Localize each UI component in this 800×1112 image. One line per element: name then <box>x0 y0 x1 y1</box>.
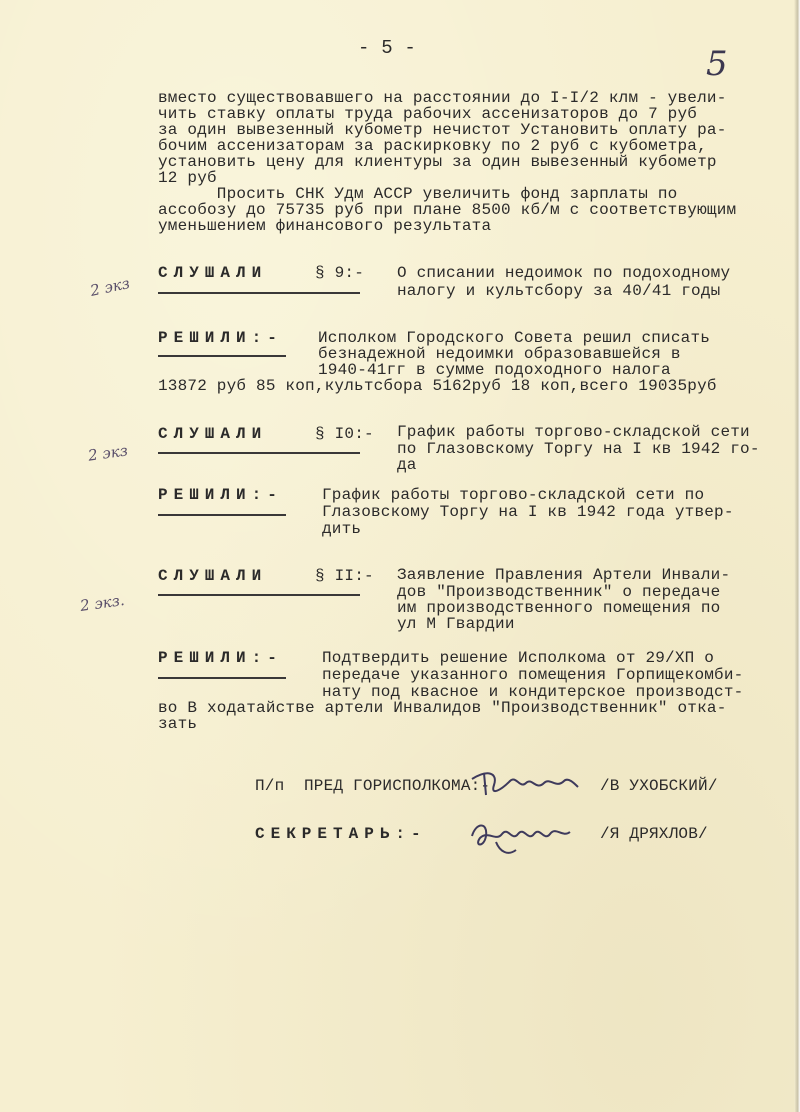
decided-tail: во В ходатайстве артели Инвалидов "Производственник" отка- <box>158 699 727 717</box>
intro-line: чить ставку оплаты труда рабочих ассенизаторов до 7 руб <box>158 105 698 123</box>
margin-note: 2 экз. <box>78 590 126 616</box>
chair-label: П/п ПРЕД ГОРИСПОЛКОМА:- <box>255 777 491 795</box>
heard-label: СЛУШАЛИ <box>158 567 268 585</box>
chair-signature <box>468 765 583 805</box>
decided-line: Подтвердить решение Исполкома от 29/XП о <box>322 649 715 667</box>
heard-line: да <box>397 456 417 474</box>
heard-line: Заявление Правления Артели Инвали- <box>397 566 731 584</box>
underline-rule <box>158 292 360 294</box>
decided-line: 1940-41гг в сумме подоходного налога <box>318 361 671 379</box>
margin-note: 2 экз <box>86 441 129 465</box>
decided-line: передаче указанного помещения Горпищекомби- <box>322 666 744 684</box>
chair-name: /В УХОБСКИЙ/ <box>600 777 718 795</box>
decided-tail: зать <box>158 715 198 733</box>
decided-label: РЕШИЛИ:- <box>158 649 283 667</box>
heard-label: СЛУШАЛИ <box>158 425 268 443</box>
heard-label: СЛУШАЛИ <box>158 264 268 282</box>
decided-line: Исполком Городского Совета решил списать <box>318 329 711 347</box>
underline-rule <box>158 514 286 516</box>
intro-line: вместо существовавшего на расстоянии до I-I/2 клм - увели- <box>158 89 727 107</box>
page-edge <box>794 0 800 1112</box>
item-number: § 9:- <box>315 264 365 282</box>
decided-tail: 13872 руб 85 коп,культсбора 5162руб 18 коп,всего 19035руб <box>158 377 717 395</box>
intro-line: уменьшением финансового результата <box>158 217 492 235</box>
heard-line: налогу и культсбору за 40/41 годы <box>397 282 721 300</box>
heard-line: дов "Производственник" о передаче <box>397 583 721 601</box>
intro-line: Просить СНК Удм АССР увеличить фонд зарплаты по <box>158 185 678 203</box>
heard-line: ул М Гвардии <box>397 615 515 633</box>
intro-line: установить цену для клиентуры за один вывезенный кубометр <box>158 153 717 171</box>
decided-label: РЕШИЛИ:- <box>158 329 283 347</box>
underline-rule <box>158 452 360 454</box>
secretary-name: /Я ДРЯХЛОВ/ <box>600 825 708 843</box>
heard-line: им производственного помещения по <box>397 599 721 617</box>
decided-line: нату под квасное и кондитерское производст- <box>322 683 744 701</box>
decided-label: РЕШИЛИ:- <box>158 486 283 504</box>
secretary-signature <box>466 812 586 862</box>
underline-rule <box>158 677 286 679</box>
underline-rule <box>158 594 360 596</box>
page-number: - 5 - <box>358 37 417 59</box>
heard-line: График работы торгово-складской сети <box>397 423 750 441</box>
decided-line: Глазовскому Торгу на I кв 1942 года утвер- <box>322 503 734 521</box>
intro-line: 12 руб <box>158 169 217 187</box>
item-number: § I0:- <box>315 425 374 443</box>
heard-line: О списании недоимок по подоходному <box>397 264 731 282</box>
intro-line: бочим ассенизаторам за раскирковку по 2 руб с кубометра, <box>158 137 707 155</box>
intro-line: за один вывезенный кубометр нечистот Установить оплату ра- <box>158 121 727 139</box>
secretary-label: СЕКРЕТАРЬ:- <box>255 825 427 843</box>
decided-line: дить <box>322 520 362 538</box>
item-number: § II:- <box>315 567 374 585</box>
underline-rule <box>158 355 286 357</box>
heard-line: по Глазовскому Торгу на I кв 1942 го- <box>397 440 760 458</box>
decided-line: График работы торгово-складской сети по <box>322 486 705 504</box>
intro-line: ассобозу до 75735 руб при плане 8500 кб/м с соответствующим <box>158 201 737 219</box>
handwritten-page-number: 5 <box>706 44 728 84</box>
decided-line: безнадежной недоимки образовавшейся в <box>318 345 681 363</box>
margin-note: 2 экз <box>88 274 132 300</box>
